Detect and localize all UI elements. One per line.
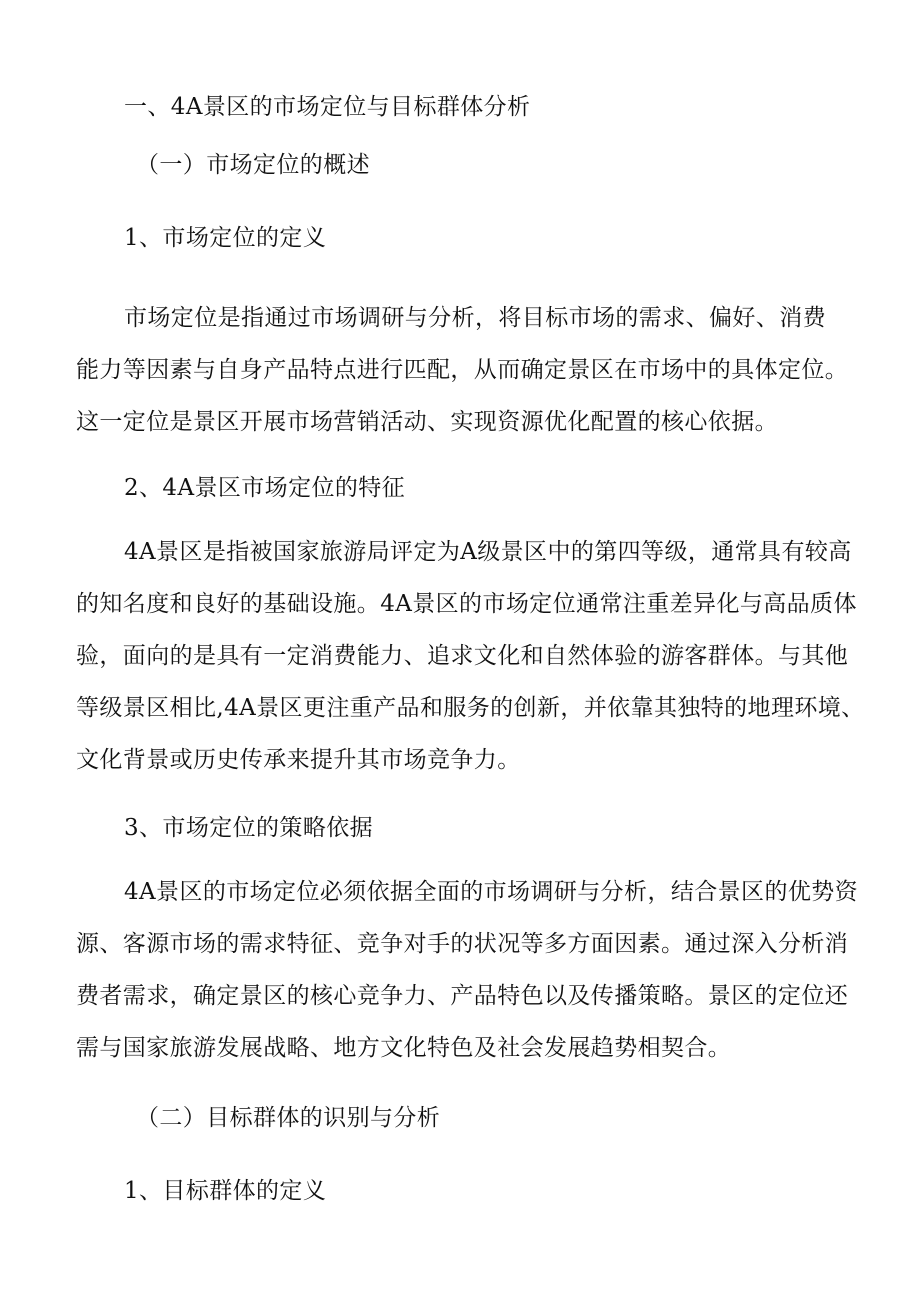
paragraph-line: 能力等因素与自身产品特点进行匹配，从而确定景区在市场中的具体定位。	[76, 357, 849, 383]
subsection-1-2-title: 2、4A景区市场定位的特征	[124, 475, 406, 501]
paragraph-line: 费者需求，确定景区的核心竞争力、产品特色以及传播策略。景区的定位还	[76, 983, 849, 1009]
main-heading: 一、4A景区的市场定位与目标群体分析	[124, 94, 531, 120]
paragraph-line: 的知名度和良好的基础设施。4A景区的市场定位通常注重差异化与高品质体	[76, 591, 857, 617]
paragraph-line: 4A景区是指被国家旅游局评定为A级景区中的第四等级，通常具有较高	[124, 539, 852, 565]
paragraph-line: 这一定位是景区开展市场营销活动、实现资源优化配置的核心依据。	[76, 409, 778, 435]
section-1-title: （一）市场定位的概述	[136, 152, 370, 178]
section-2-title: （二）目标群体的识别与分析	[136, 1105, 441, 1131]
paragraph-line: 市场定位是指通过市场调研与分析，将目标市场的需求、偏好、消费	[124, 305, 826, 331]
paragraph-line: 验，面向的是具有一定消费能力、追求文化和自然体验的游客群体。与其他	[76, 643, 849, 669]
subsection-2-1-title: 1、目标群体的定义	[124, 1178, 327, 1204]
paragraph-line: 需与国家旅游发展战略、地方文化特色及社会发展趋势相契合。	[76, 1035, 732, 1061]
paragraph-line: 源、客源市场的需求特征、竞争对手的状况等多方面因素。通过深入分析消	[76, 931, 849, 957]
paragraph-line: 等级景区相比,4A景区更注重产品和服务的创新，并依靠其独特的地理环境、	[76, 695, 865, 721]
paragraph-line: 4A景区的市场定位必须依据全面的市场调研与分析，结合景区的优势资	[124, 879, 859, 905]
subsection-1-3-title: 3、市场定位的策略依据	[124, 815, 374, 841]
subsection-1-1-title: 1、市场定位的定义	[124, 225, 327, 251]
paragraph-line: 文化背景或历史传承来提升其市场竞争力。	[76, 747, 521, 773]
